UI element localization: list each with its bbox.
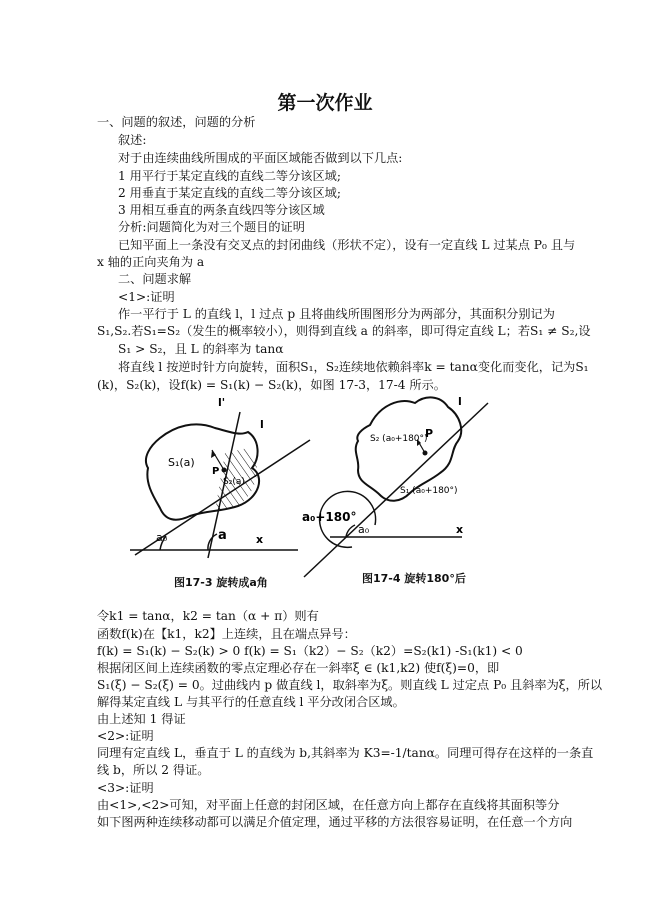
section-heading-2: 二、问题求解 xyxy=(118,272,192,286)
text-line: 令k1 = tanα，k2 = tan（α + π）则有 xyxy=(97,609,319,623)
figure-17-4 xyxy=(300,385,510,585)
text-line: 作一平行于 L 的直线 l，l 过点 p 且将曲线所围图形分为两部分，其面积分别记为 xyxy=(118,307,555,321)
text-line: 解得某定直线 L 与其平行的任意直线 l 平分改闭合区域。 xyxy=(97,695,405,709)
text-line: 根据闭区间上连续函数的零点定理必存在一斜率ξ ∈ (k1,k2) 使f(ξ)=0，即 xyxy=(97,661,500,675)
label-l: l xyxy=(260,418,264,431)
label-a: a xyxy=(218,528,227,543)
label-p: P xyxy=(425,427,434,440)
figure-caption-17-3: 图17-3 旋转成a角 xyxy=(174,576,268,589)
text-line: x 轴的正向夹角为 a xyxy=(97,255,205,269)
text-line: 已知平面上一条没有交叉点的封闭曲线（形状不定），设有一定直线 L 过某点 P₀ 且与 xyxy=(118,238,576,252)
label-s2: S₂ (a₀+180°) xyxy=(370,434,428,444)
text-line: 同理有定直线 L，垂直于 L 的直线为 b,其斜率为 K3=-1/tanα。同理可得存在这样的一条直 xyxy=(97,746,594,760)
proof-heading: <3>:证明 xyxy=(97,781,154,795)
label-s2: S₂(a) xyxy=(223,477,245,487)
text-line: 线 b，所以 2 得证。 xyxy=(97,763,210,777)
figure-caption-17-4: 图17-4 旋转180°后 xyxy=(362,572,466,585)
label-s1: S₁ (a₀+180°) xyxy=(400,486,458,496)
label-s1: S₁(a) xyxy=(168,456,195,469)
label-l: l xyxy=(458,395,462,408)
text-line: S₁(ξ) − S₂(ξ) = 0。过曲线内 p 做直线 l，取斜率为ξ。则直线 L 过定点 P₀ 且斜率为ξ，所以 xyxy=(97,678,603,692)
label-a0-180: a₀+180° xyxy=(302,510,357,524)
label-a0: a₀ xyxy=(358,523,370,536)
label-a0: a₀ xyxy=(156,531,168,544)
text-line: S₁ > S₂，且 L 的斜率为 tanα xyxy=(118,342,284,356)
angle-arc-a xyxy=(208,534,217,550)
figure-17-3 xyxy=(120,398,330,573)
formula-line: f(k) = S₁(k) − S₂(k) > 0 f(k) = S₁（k2）− S₂（k2）=S₂(k1) -S₁(k1) < 0 xyxy=(97,644,523,658)
text-line: 函数f(k)在【k1，k2】上连续，且在端点异号： xyxy=(97,627,356,641)
text-line: 分析:问题简化为对三个题目的证明 xyxy=(118,220,305,234)
text-line: (k)，S₂(k)，设f(k) = S₁(k) − S₂(k)，如图 17-3，17-4 所示。 xyxy=(97,378,446,392)
proof-heading: <2>:证明 xyxy=(97,729,154,743)
text-line: S₁,S₂.若S₁=S₂（发生的概率较小），则得到直线 a 的斜率，即可得定直线 L；若S₁ ≠ S₂,设 xyxy=(97,324,591,338)
arrowhead xyxy=(211,450,216,458)
text-line: 如下图两种连续移动都可以满足介值定理，通过平移的方法很容易证明，在任意一个方向 xyxy=(97,815,573,829)
label-p: P xyxy=(212,466,220,477)
text-line: 将直线 l 按逆时针方向旋转，面积S₁，S₂连续地依赖斜率k = tanα变化而变化，记为S₁ xyxy=(118,360,589,374)
label-x: x xyxy=(456,523,464,536)
page-title: 第一次作业 xyxy=(277,92,373,114)
section-heading-1: 一、问题的叙述，问题的分析 xyxy=(97,115,256,129)
text-line: 由上述知 1 得证 xyxy=(97,712,186,726)
proof-heading: <1>:证明 xyxy=(118,290,175,304)
text-line: 叙述: xyxy=(118,133,147,147)
label-l-prime: l' xyxy=(218,398,226,409)
line-l xyxy=(304,403,488,577)
label-x: x xyxy=(256,533,264,546)
list-item: 2 用垂直于某定直线的直线二等分该区域; xyxy=(118,186,341,200)
list-item: 1 用平行于某定直线的直线二等分该区域; xyxy=(118,169,341,183)
text-line: 由<1>,<2>可知，对平面上任意的封闭区域，在任意方向上都存在直线将其面积等分 xyxy=(97,798,560,812)
text-line: 对于由连续曲线所围成的平面区域能否做到以下几点: xyxy=(118,151,403,165)
list-item: 3 用相互垂直的两条直线四等分该区域 xyxy=(118,203,325,217)
